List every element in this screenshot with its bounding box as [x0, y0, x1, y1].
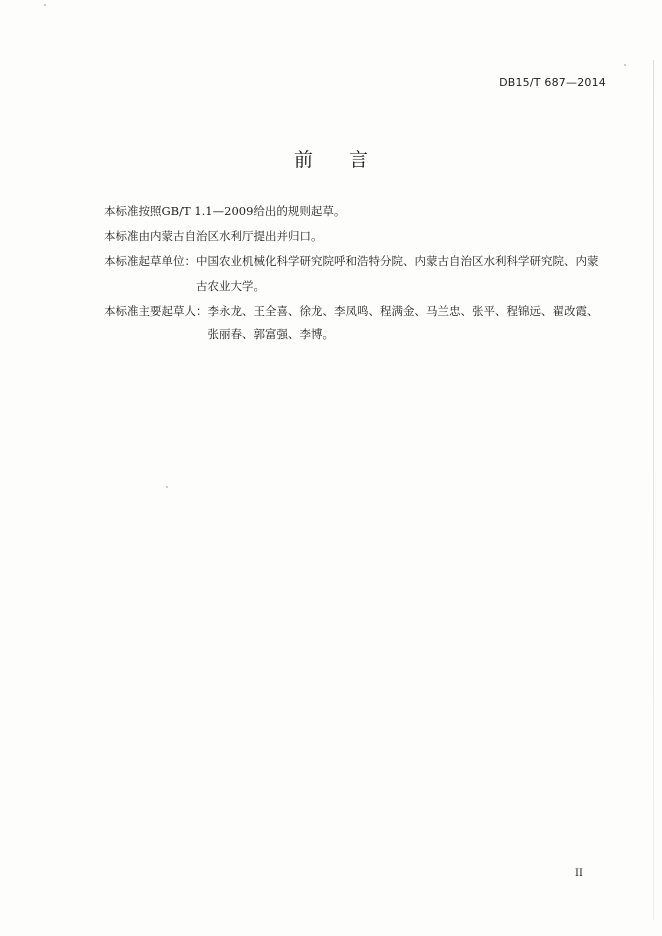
paragraph-drafters [104, 300, 610, 346]
paragraph-proposer: 本标准由内蒙古自治区水利厅提出并归口。 [104, 229, 323, 243]
title-char-2: 言 [349, 149, 369, 171]
drafters-label: 本标准主要起草人： [104, 304, 208, 318]
scan-edge-shadow [653, 60, 654, 920]
drafting-units-label: 本标准起草单位： [104, 254, 196, 268]
page-title [0, 145, 662, 172]
page-number: II [575, 868, 583, 879]
drafters-list [208, 300, 611, 346]
drafting-units-line-1: 中国农业机械化科学研究院呼和浩特分院、内蒙古自治区水利科学研究院、内蒙 [196, 254, 599, 268]
drafting-units-line-2: 古农业大学。 [196, 279, 265, 293]
title-char-1: 前 [293, 149, 313, 171]
scan-speck [166, 486, 168, 488]
drafters-line-1: 李永龙、王全喜、徐龙、李凤鸣、程满金、马兰忠、张平、程锦远、翟改霞、 [207, 304, 599, 318]
paragraph-drafting-units [104, 250, 610, 298]
standard-code: DB15/T 687—2014 [499, 76, 606, 89]
foreword-body [104, 200, 610, 348]
paragraph-drafting-rules: 本标准按照GB/T 1.1—2009给出的规则起草。 [104, 204, 346, 218]
scan-speck [624, 64, 626, 66]
drafters-line-2: 张丽春、郭富强、李博。 [207, 327, 334, 341]
scan-speck [44, 4, 46, 6]
